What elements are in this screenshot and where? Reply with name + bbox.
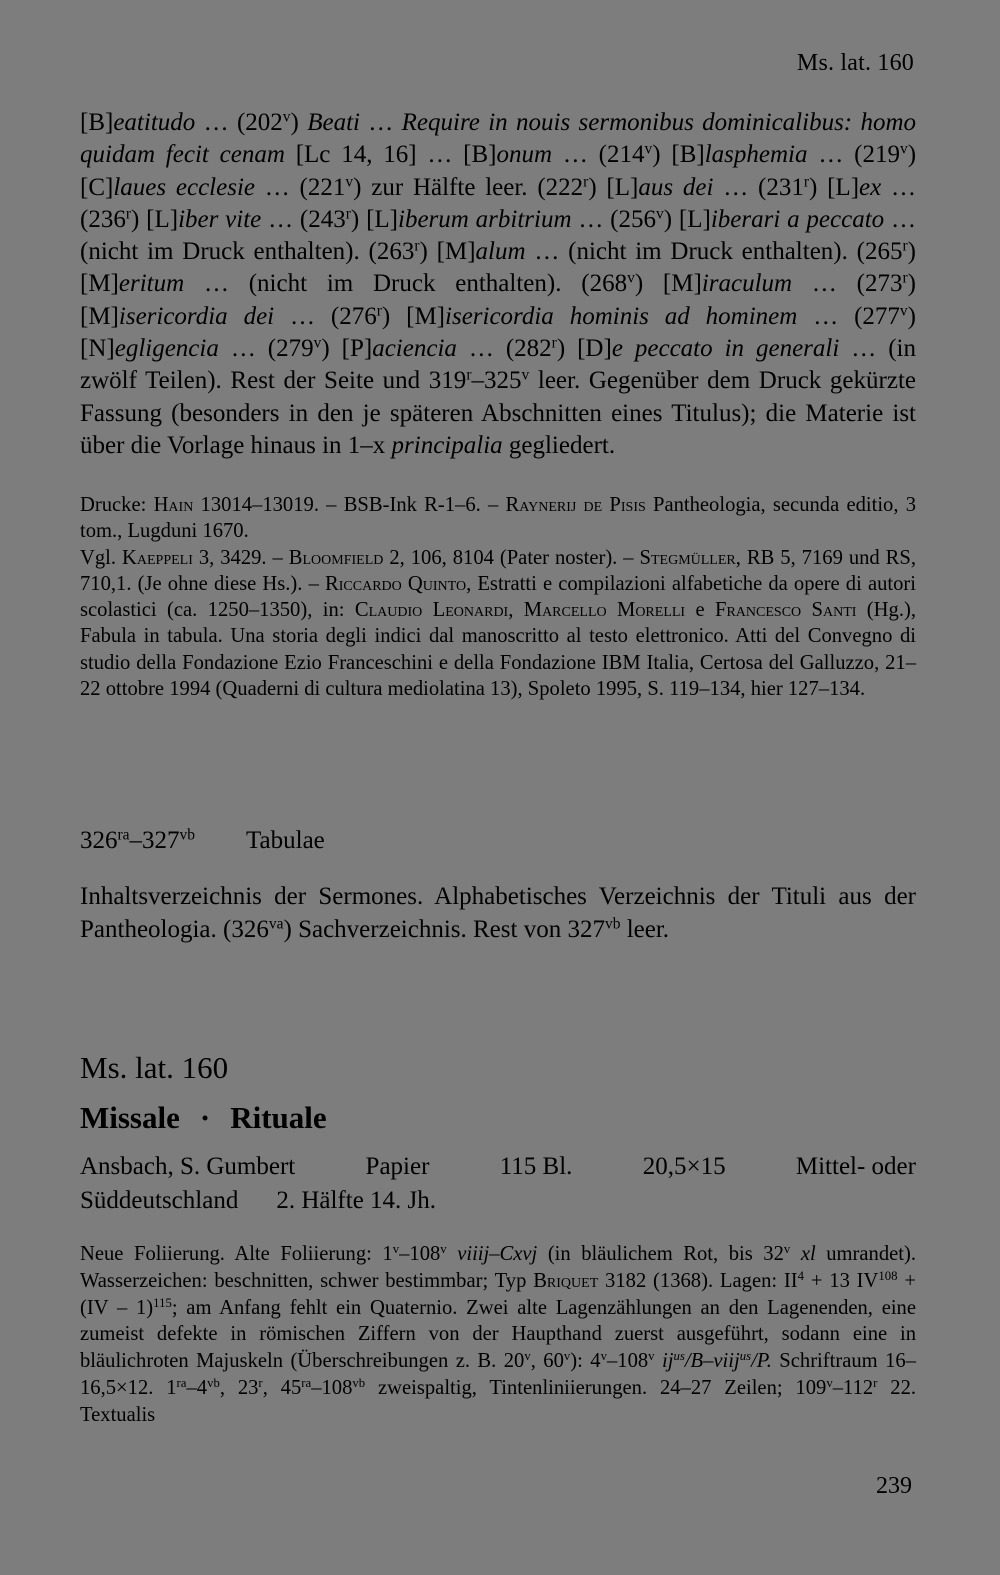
page-number: 239 bbox=[876, 1473, 912, 1499]
manuscript-metadata bbox=[80, 1150, 916, 1218]
drucke-references: Drucke: Hain 13014–13019. – BSB-Ink R-1–6. – Raynerij de Pisis Pantheologia, secunda editio, 3 tom., Lugduni 1670. bbox=[80, 494, 917, 543]
title-separator: · bbox=[199, 1100, 211, 1135]
metadata-row-2 bbox=[80, 1184, 916, 1218]
tabulae-title: Tabulae bbox=[246, 827, 325, 854]
vgl-references: Vgl. Kaeppeli 3, 3429. – Bloomfield 2, 106, 8104 (Pater noster). – Stegmüller, RB 5, 7169 und RS, 710,1. (Je ohne diese Hs.). – Riccardo Quinto, Estratti e compilazioni alfabetiche da opere di autori scolastici (ca. 1250–1350), in: Claudio Leonardi, Marcello Morelli e Francesco Santi (Hg.), Fabula in tabula. Una storia degli indici dal manoscritto al testo elettronico. Atti del Convegno di studio della Fondazione Ezio Franceschini e della Fondazione IBM Italia, Certosa del Galluzzo, 21–22 ottobre 1994 (Quaderni di cultura mediolatina 13), Spoleto 1995, S. 119–134, hier 127–134. bbox=[80, 546, 917, 701]
origin: Ansbach, S. Gumbert bbox=[80, 1153, 296, 1180]
region-line-2: Süddeutschland bbox=[80, 1187, 239, 1214]
tabulae-description: Inhaltsverzeichnis der Sermones. Alphabetisches Verzeichnis der Tituli aus der Pantheologia. $(326^{va})$ Sachverzeichnis. Rest von $327^{vb}$ leer. bbox=[80, 883, 916, 943]
manuscript-title bbox=[80, 1098, 916, 1138]
tabulae-folio-range: $326^{ra}-327^{vb}$ bbox=[80, 826, 196, 854]
region-line-1: Mittel- oder bbox=[795, 1153, 916, 1180]
running-head: Ms. lat. 160 bbox=[796, 50, 914, 76]
entry-159-references bbox=[80, 492, 916, 702]
title-rituale: Rituale bbox=[230, 1100, 327, 1135]
tabulae-heading bbox=[80, 825, 916, 857]
leaf-count: 115 Bl. bbox=[499, 1153, 573, 1180]
format: 20,5×15 bbox=[642, 1153, 726, 1180]
shelfmark-heading: Ms. lat. 160 bbox=[80, 1050, 229, 1085]
title-missale: Missale bbox=[80, 1100, 180, 1135]
entry-159-contents-paragraph: [B]eatitudo … (202$^v$) Beati … Require in nouis sermonibus dominicalibus: homo quidam fecit cenam [Lc 14, 16] … [B]onum … (214$^v$) [B]lasphemia … (219$^v$) [C]laues ecclesie … (221$^v$) zur Hälfte leer. (222$^r$) [L]aus dei … (231$^r$) [L]ex … (236$^r$) [L]iber vite … (243$^r$) [L]iberum arbitrium … (256$^v$) [L]iberari a peccato … (nicht im Druck enthalten). (263$^r$) [M]alum … (nicht im Druck enthalten). (265$^r$) [M]eritum … (nicht im Druck enthalten). (268$^v$) [M]iraculum … (273$^r$) [M]isericordia dei … (276$^r$) [M]isericordia hominis ad hominem … (277$^v$) [N]egligencia … (279$^v$) [P]aciencia … (282$^r$) [D]e peccato in generali … (in zwölf Teilen). Rest der Seite und 319$^r$–325$^v$ leer. Gegenüber dem Druck gekürzte Fassung (besonders in den je späteren Abschnitten eines Titulus); die Materie ist über die Vorlage hinaus in 1–x principalia gegliedert. bbox=[80, 108, 917, 459]
codicological-description: Neue Foliierung. Alte Foliierung: 1$^v$–108$^v$ viiij–Cxvj (in bläulichem Rot, bis 32$^v$ xl umrandet). Wasserzeichen: beschnitten, schwer bestimmbar; Typ Briquet 3182 (1368). Lagen: $II^4 + 13$ $IV^{108} + (IV - 1)^{115}$; am Anfang fehlt ein Quaternio. Zwei alte Lagenzählungen an den Lagenenden, eine zumeist defekte in römischen Ziffern von der Haupthand zuerst ausgeführt, sodann eine in bläulichroten Majuskeln (Überschreibungen z. B. 20$^v$, 60$^v$): 4$^v$–108$^v$ $ij^{us}/B-viij^{us}/P$. Schriftraum 16–16,5×12. $1^{ra}-4^{vb}$, 23$^r$, $45^{ra}-108^{vb}$ zweispaltig, Tintenliniierungen. 24–27 Zeilen; 109$^v$–112$^r$ 22. Textualis bbox=[80, 1241, 917, 1426]
material: Papier bbox=[365, 1153, 430, 1180]
date: 2. Hälfte 14. Jh. bbox=[276, 1187, 437, 1214]
metadata-row-1 bbox=[80, 1150, 916, 1184]
